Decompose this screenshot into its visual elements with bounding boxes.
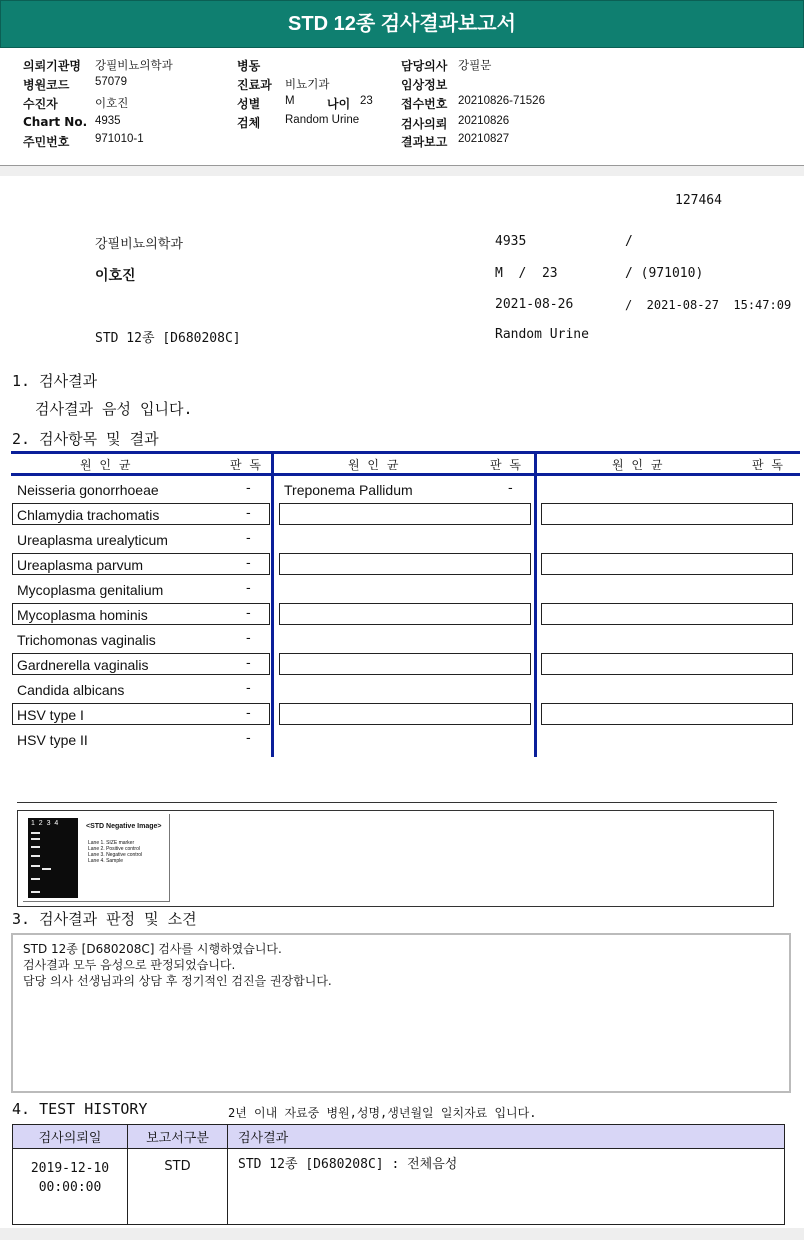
organism-result: - [246, 631, 251, 646]
doctor-value: 강필문 [458, 60, 492, 72]
history-header-result: 검사결과 [228, 1125, 785, 1149]
comment-line: 담당 의사 선생님과의 상담 후 정기적인 검진을 권장합니다. [23, 974, 332, 988]
patient-value: 이호진 [95, 98, 129, 110]
reception-value: 20210826-71526 [458, 95, 545, 107]
organism-result: - [246, 506, 251, 521]
specimen-value: Random Urine [285, 114, 360, 126]
gel-lane-numbers: 1 2 3 4 [31, 820, 59, 827]
ward-label: 병동 [237, 59, 261, 73]
history-time: 00:00:00 [38, 1180, 102, 1195]
hospital-value: 강필비뇨의학과 [95, 60, 173, 72]
request-label: 검사의뢰 [401, 117, 448, 131]
organism-result: - [246, 531, 251, 546]
request-value: 20210826 [458, 115, 510, 127]
summary-date-request: 2021-08-26 [495, 297, 574, 312]
organism-result: - [246, 581, 251, 596]
section4-title: 4. TEST HISTORY [12, 1100, 148, 1118]
doctor-label: 담당의사 [401, 59, 448, 73]
table-row [13, 1149, 785, 1225]
chart-label: Chart No. [23, 115, 88, 129]
row-frame [279, 503, 531, 525]
id-value: 971010-1 [95, 133, 144, 145]
organism-name: Ureaplasma urealyticum [17, 532, 168, 548]
gel-top-rule [17, 802, 777, 803]
history-header-type: 보고서구분 [128, 1125, 228, 1149]
section2-title: 2. 검사항목 및 결과 [12, 430, 159, 448]
history-table [12, 1124, 785, 1225]
organism-result: - [246, 481, 251, 496]
summary-test: STD 12종 [D680208C] [95, 331, 241, 346]
gel-lane-label: Lane 4. Sample [88, 858, 124, 864]
row-frame [541, 603, 793, 625]
age-value: 23 [360, 95, 373, 107]
organism-name: HSV type II [17, 732, 88, 748]
summary-slash: / [625, 234, 633, 249]
hospital-label: 의뢰기관명 [23, 59, 81, 73]
organism-name: Candida albicans [17, 682, 125, 698]
report-value: 20210827 [458, 133, 510, 145]
organism-result: - [246, 731, 251, 746]
history-result: STD 12종 [D680208C] : 전체음성 [228, 1149, 785, 1225]
report-title: STD 12종 검사결과보고서 [0, 0, 804, 48]
organism-result: - [246, 656, 251, 671]
sex-label: 성별 [237, 97, 261, 111]
organism-result: - [508, 481, 513, 496]
organism-name: Trichomonas vaginalis [17, 632, 156, 648]
summary-patient: 이호진 [95, 268, 136, 284]
reception-label: 접수번호 [401, 97, 448, 111]
row-frame [279, 603, 531, 625]
history-note: 2년 이내 자료중 병원,성명,생년월일 일치자료 입니다. [228, 1106, 537, 1120]
organism-name: Treponema Pallidum [284, 482, 413, 498]
separator-band [0, 166, 804, 176]
dept-value: 비뇨기과 [285, 79, 330, 91]
organism-name: Chlamydia trachomatis [17, 507, 160, 523]
col3-organism-header: 원 인 균 [612, 458, 665, 472]
summary-birth: / (971010) [625, 266, 704, 281]
hospital-code-value: 57079 [95, 76, 127, 88]
table-divider-1 [271, 451, 274, 757]
col2-organism-header: 원 인 균 [348, 458, 401, 472]
summary-specimen: Random Urine [495, 327, 589, 342]
gel-title: <STD Negative Image> [86, 823, 162, 830]
organism-name: Gardnerella vaginalis [17, 657, 149, 673]
gel-photo [28, 818, 78, 898]
summary-chart: 4935 [495, 234, 527, 249]
patient-label: 수진자 [23, 97, 58, 111]
report-label: 결과보고 [401, 135, 448, 149]
organism-name: Neisseria gonorrhoeae [17, 482, 159, 498]
organism-name: HSV type I [17, 707, 84, 723]
row-frame [541, 503, 793, 525]
gel-lane-label: Lane 1. SIZE marker [88, 840, 135, 846]
sex-value: M [285, 95, 295, 107]
col1-organism-header: 원 인 균 [80, 458, 133, 472]
section1-title: 1. 검사결과 [12, 372, 98, 390]
patient-header [0, 48, 804, 166]
section1-result: 검사결과 음성 입니다. [35, 400, 193, 418]
table-header-rule [11, 473, 800, 476]
gel-lane-label: Lane 2. Positive control [88, 846, 140, 852]
row-frame [279, 653, 531, 675]
history-header-row [13, 1125, 785, 1149]
organism-result: - [246, 606, 251, 621]
col3-result-header: 판 독 [752, 458, 785, 472]
summary-sex-age: M / 23 [495, 266, 558, 281]
organism-result: - [246, 556, 251, 571]
organism-result: - [246, 681, 251, 696]
row-frame [541, 653, 793, 675]
comment-box [11, 933, 791, 1093]
chart-value: 4935 [95, 115, 121, 127]
history-type: STD [128, 1149, 228, 1225]
hospital-code-label: 병원코드 [23, 78, 70, 92]
organism-name: Ureaplasma parvum [17, 557, 144, 573]
history-date: 2019-12-10 [30, 1161, 110, 1176]
organism-result: - [246, 706, 251, 721]
section3-title: 3. 검사결과 판정 및 소견 [12, 910, 197, 928]
col1-result-header: 판 독 [230, 458, 263, 472]
comment-line: STD 12종 [D680208C] 검사를 시행하였습니다. [23, 942, 282, 956]
summary-date-report: / 2021-08-27 15:47:09 [625, 298, 792, 312]
footer-band [0, 1228, 804, 1240]
table-top-rule [11, 451, 800, 454]
row-frame [279, 703, 531, 725]
history-header-date: 검사의뢰일 [13, 1125, 128, 1149]
age-label: 나이 [327, 97, 351, 111]
row-frame [279, 553, 531, 575]
specimen-label: 검체 [237, 116, 261, 130]
dept-label: 진료과 [237, 78, 272, 92]
comment-line: 검사결과 모두 음성으로 판정되었습니다. [23, 958, 236, 972]
summary-hospital: 강필비뇨의학과 [95, 237, 183, 252]
report-number: 127464 [675, 193, 722, 208]
gel-lane-label: Lane 3. Negative control [88, 852, 143, 858]
row-frame [541, 553, 793, 575]
row-frame [541, 703, 793, 725]
organism-name: Mycoplasma genitalium [17, 582, 164, 598]
organism-name: Mycoplasma hominis [17, 607, 148, 623]
table-divider-2 [534, 451, 537, 757]
history-date-cell [13, 1149, 128, 1225]
id-label: 주민번호 [23, 135, 70, 149]
clinical-label: 임상정보 [401, 78, 448, 92]
col2-result-header: 판 독 [490, 458, 523, 472]
